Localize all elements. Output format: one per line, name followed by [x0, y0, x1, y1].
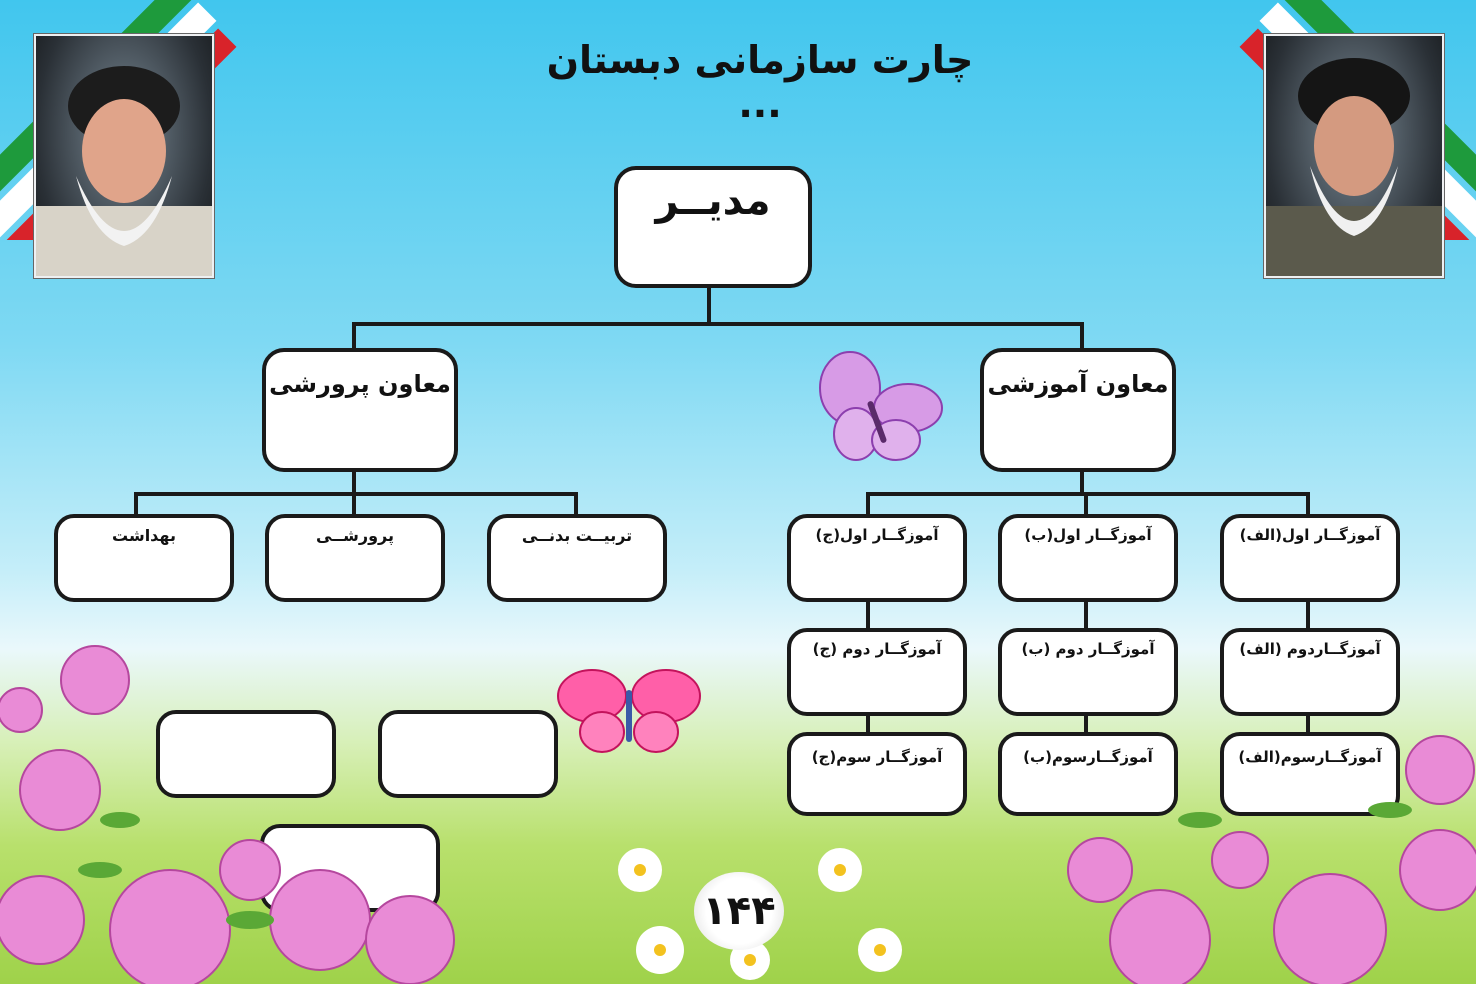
box-parvareshi-label: پرورشــی	[316, 526, 394, 545]
box-teacher-label: آموزگــار اول(ب)	[1024, 526, 1152, 544]
connector-line	[352, 322, 356, 350]
box-teacher-1-jim	[787, 514, 967, 602]
box-teacher-label: آموزگــارسوم(الف)	[1238, 748, 1382, 766]
box-teacher-label: آموزگــار سوم(ج)	[811, 748, 943, 766]
butterfly-icon	[556, 664, 702, 756]
connector-line	[866, 492, 1310, 496]
connector-line	[352, 472, 356, 494]
connector-line	[352, 492, 356, 516]
rose-flowers	[0, 620, 500, 984]
box-behdasht	[54, 514, 234, 602]
connector-line	[866, 600, 870, 630]
box-teacher-label: آموزگــار دوم (ب)	[1021, 640, 1155, 658]
box-teacher-label: آموزگــارسوم(ب)	[1023, 748, 1153, 766]
connector-line	[1306, 492, 1310, 516]
box-tarbiat-badani-label: تربیــت بدنــی	[521, 526, 633, 545]
box-modir-label: مدیــر	[655, 178, 771, 224]
connector-line	[352, 322, 1084, 326]
connector-line	[134, 492, 138, 516]
butterfly-icon	[812, 348, 946, 464]
box-teacher-3-jim	[787, 732, 967, 816]
connector-line	[574, 492, 578, 516]
portrait-image-left	[34, 34, 214, 278]
connector-line	[1084, 492, 1088, 516]
box-teacher-1-alef	[1220, 514, 1400, 602]
box-moaven-amoozeshi-label: معاون آموزشی	[987, 370, 1169, 398]
box-teacher-label: آموزگــار دوم (ج)	[812, 640, 942, 658]
chart-title: چارت سازمانی دبستان ...	[546, 38, 974, 126]
connector-line	[866, 714, 870, 734]
box-behdasht-label: بهداشت	[112, 526, 176, 545]
badge-number: ۱۴۴	[694, 872, 784, 950]
box-moaven-parvareshi	[262, 348, 458, 472]
box-modir	[614, 166, 812, 288]
connector-line	[707, 288, 711, 324]
box-teacher-label: آموزگــار اول(الف)	[1239, 526, 1381, 544]
connector-line	[1080, 322, 1084, 350]
box-teacher-2-jim	[787, 628, 967, 716]
portrait-image-right	[1264, 34, 1444, 278]
connector-line	[134, 492, 578, 496]
connector-line	[866, 492, 870, 516]
box-moaven-parvareshi-label: معاون پرورشی	[269, 370, 451, 398]
box-parvareshi	[265, 514, 445, 602]
connector-line	[1080, 472, 1084, 494]
box-tarbiat-badani	[487, 514, 667, 602]
box-teacher-1-be	[998, 514, 1178, 602]
box-teacher-label: آموزگــاردوم (الف)	[1239, 640, 1381, 658]
box-teacher-label: آموزگــار اول(ج)	[815, 526, 939, 544]
rose-flowers	[1040, 600, 1476, 984]
box-moaven-amoozeshi	[980, 348, 1176, 472]
